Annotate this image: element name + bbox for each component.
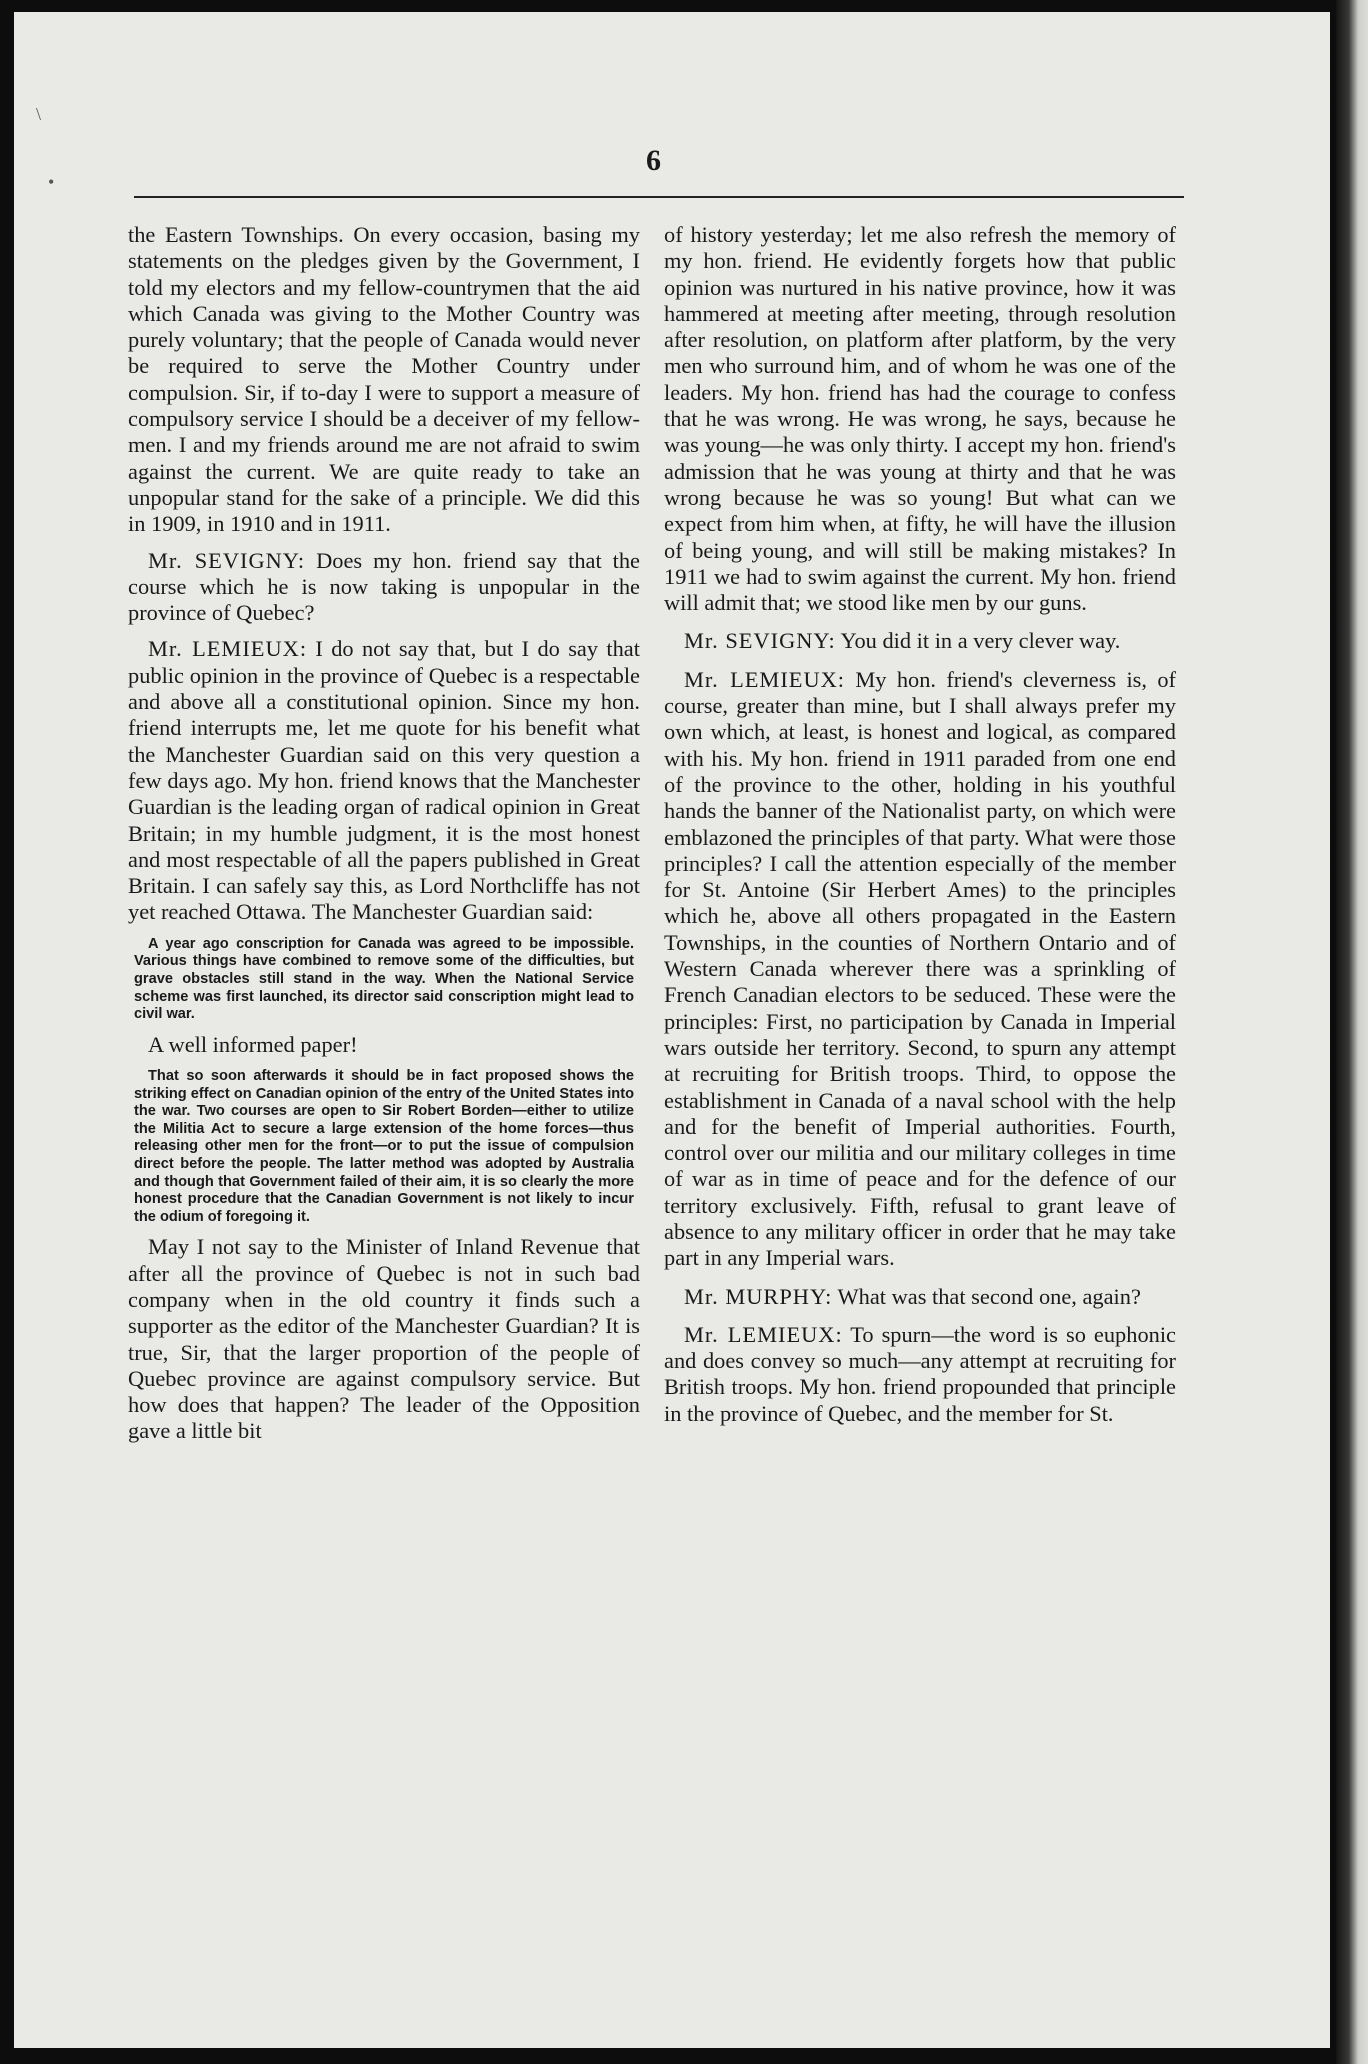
speech-sevigny [664,628,1176,654]
block-quote: A year ago conscription for Canada was agreed to be impossible. Various things have combined to remove some of the difficulties, but grave obstacles still stand in the way. When the National Service scheme was first launched, its director said conscription might lead to civil war. [134,935,634,1023]
speaker-name: Mr. SEVIGNY: [684,628,836,654]
scuff-mark: • [48,172,55,192]
header-rule [134,196,1184,198]
speech-murphy [664,1284,1176,1310]
speech-text: I do not say that, but I do say that public opinion in the province of Quebec is a respectable and above all a constitutional opinion. Since my hon. friend interrupts me, let me quote for his benefit what the Manchester Guardian said on this very question a few days ago. My hon. friend knows that the Manchester Guardian is the leading organ of radical opinion in Great Britain; in my humble judgment, it is the most honest and most respectable of all the papers published in Great Britain. I can safely say this, as Lord Northcliffe has not yet reached Ottawa. The Manchester Guardian said: [128,636,640,925]
speech-text: What was that second one, again? [837,1283,1141,1309]
speech-text: You did it in a very clever way. [840,628,1121,654]
speech-lemieux [128,636,640,925]
speaker-name: Mr. LEMIEUX: [148,636,308,662]
speech-lemieux [664,667,1176,1272]
scuff-mark: \ [36,104,42,124]
speaker-name: Mr. LEMIEUX: [684,1321,843,1347]
adjacent-page-edge [1336,0,1368,2064]
speaker-name: Mr. SEVIGNY: [148,547,306,573]
speaker-name: Mr. LEMIEUX: [684,666,846,692]
speaker-name: Mr. MURPHY: [684,1283,833,1309]
block-quote: That so soon afterwards it should be in fact proposed shows the striking effect on Canadian opinion of the entry of the United States into the war. Two courses are open to Sir Robert Borden—either to utilize the Militia Act to secure a large extension of the home forces—thus releasing other men for the front—or to put the issue of compulsion direct before the people. The latter method was adopted by Australia and though that Government failed of their aim, it is so clearly the more honest procedure that the Canadian Government is not likely to incur the odium of foregoing it. [134,1067,634,1225]
right-column [664,222,1176,1437]
interjection: A well informed paper! [148,1031,358,1057]
page-number: 6 [646,144,662,177]
speech-text: Does my hon. friend say that the course which he is now taking is unpopular in the province of Quebec? [128,547,640,626]
paragraph: May I not say to the Minister of Inland Revenue that after all the province of Quebec is not in such bad company when in the old country it finds such a supporter as the editor of the Manchester Guardian? It is true, Sir, that the larger proportion of the people of Quebec province are against compulsory service. But how does that happen? The leader of the Opposition gave a little bit [128,1234,640,1444]
speech-sevigny [128,548,640,627]
paragraph: of history yesterday; let me also refresh the memory of my hon. friend. He evidently forgets how that public opinion was nurtured in his native province, how it was hammered at meeting after meeting, through resolution after resolution, on platform after platform, by the very men who surround him, and of whom he was one of the leaders. My hon. friend has had the courage to confess that he was wrong. He was wrong, he says, because he was young—he was only thirty. I accept my hon. friend's admission that he was young at thirty and that he was wrong because he was so young! But what can we expect from him when, at fifty, he will have the illusion of being young, and will still be making mistakes? In 1911 we had to swim against the current. My hon. friend will admit that; we stood like men by our guns. [664,222,1176,616]
speech-text: To spurn—the word is so euphonic and does convey so much—any attempt at recruiting for British troops. My hon. friend propounded that principle in the province of Quebec, and the member for St. [664,1321,1176,1426]
speech-lemieux [664,1322,1176,1427]
speech-text: My hon. friend's cleverness is, of course, greater than mine, but I shall always prefer my own which, at least, is honest and logical, as compared with his. My hon. friend in 1911 paraded from one end of the province to the other, holding in his youthful hands the banner of the Nationalist party, on which were emblazoned the principles of that party. What were those principles? I call the attention especially of the member for St. Antoine (Sir Herbert Ames) to the principles which he, above all others propagated in the Eastern Townships, in the counties of Northern Ontario and of Western Canada wherever there was a sprinkling of French Canadian electors to be seduced. These were the principles: First, no participation by Canada in Imperial wars outside her territory. Second, to spurn any attempt at recruiting for British troops. Third, to oppose the establishment in Canada of a naval school with the help and for the benefit of Imperial authorities. Fourth, control over our militia and our military colleges in time of war as in time of peace and for the defence of our territory exclusively. Fifth, refusal to grant leave of absence to any military officer in order that he may take part in any Imperial wars. [664,666,1176,1271]
paragraph: the Eastern Townships. On every occasion, basing my statements on the pledges given by the Government, I told my electors and my fellow-countrymen that the aid which Canada was giving to the Mother Country was purely voluntary; that the people of Canada would never be required to serve the Mother Country under compulsion. Sir, if to-day I were to support a measure of compulsory service I should be a deceiver of my fellow-men. I and my friends around me are not afraid to swim against the current. We are quite ready to take an unpopular stand for the sake of a principle. We did this in 1909, in 1910 and in 1911. [128,222,640,537]
document-page [14,12,1330,2048]
left-column [128,222,640,1455]
